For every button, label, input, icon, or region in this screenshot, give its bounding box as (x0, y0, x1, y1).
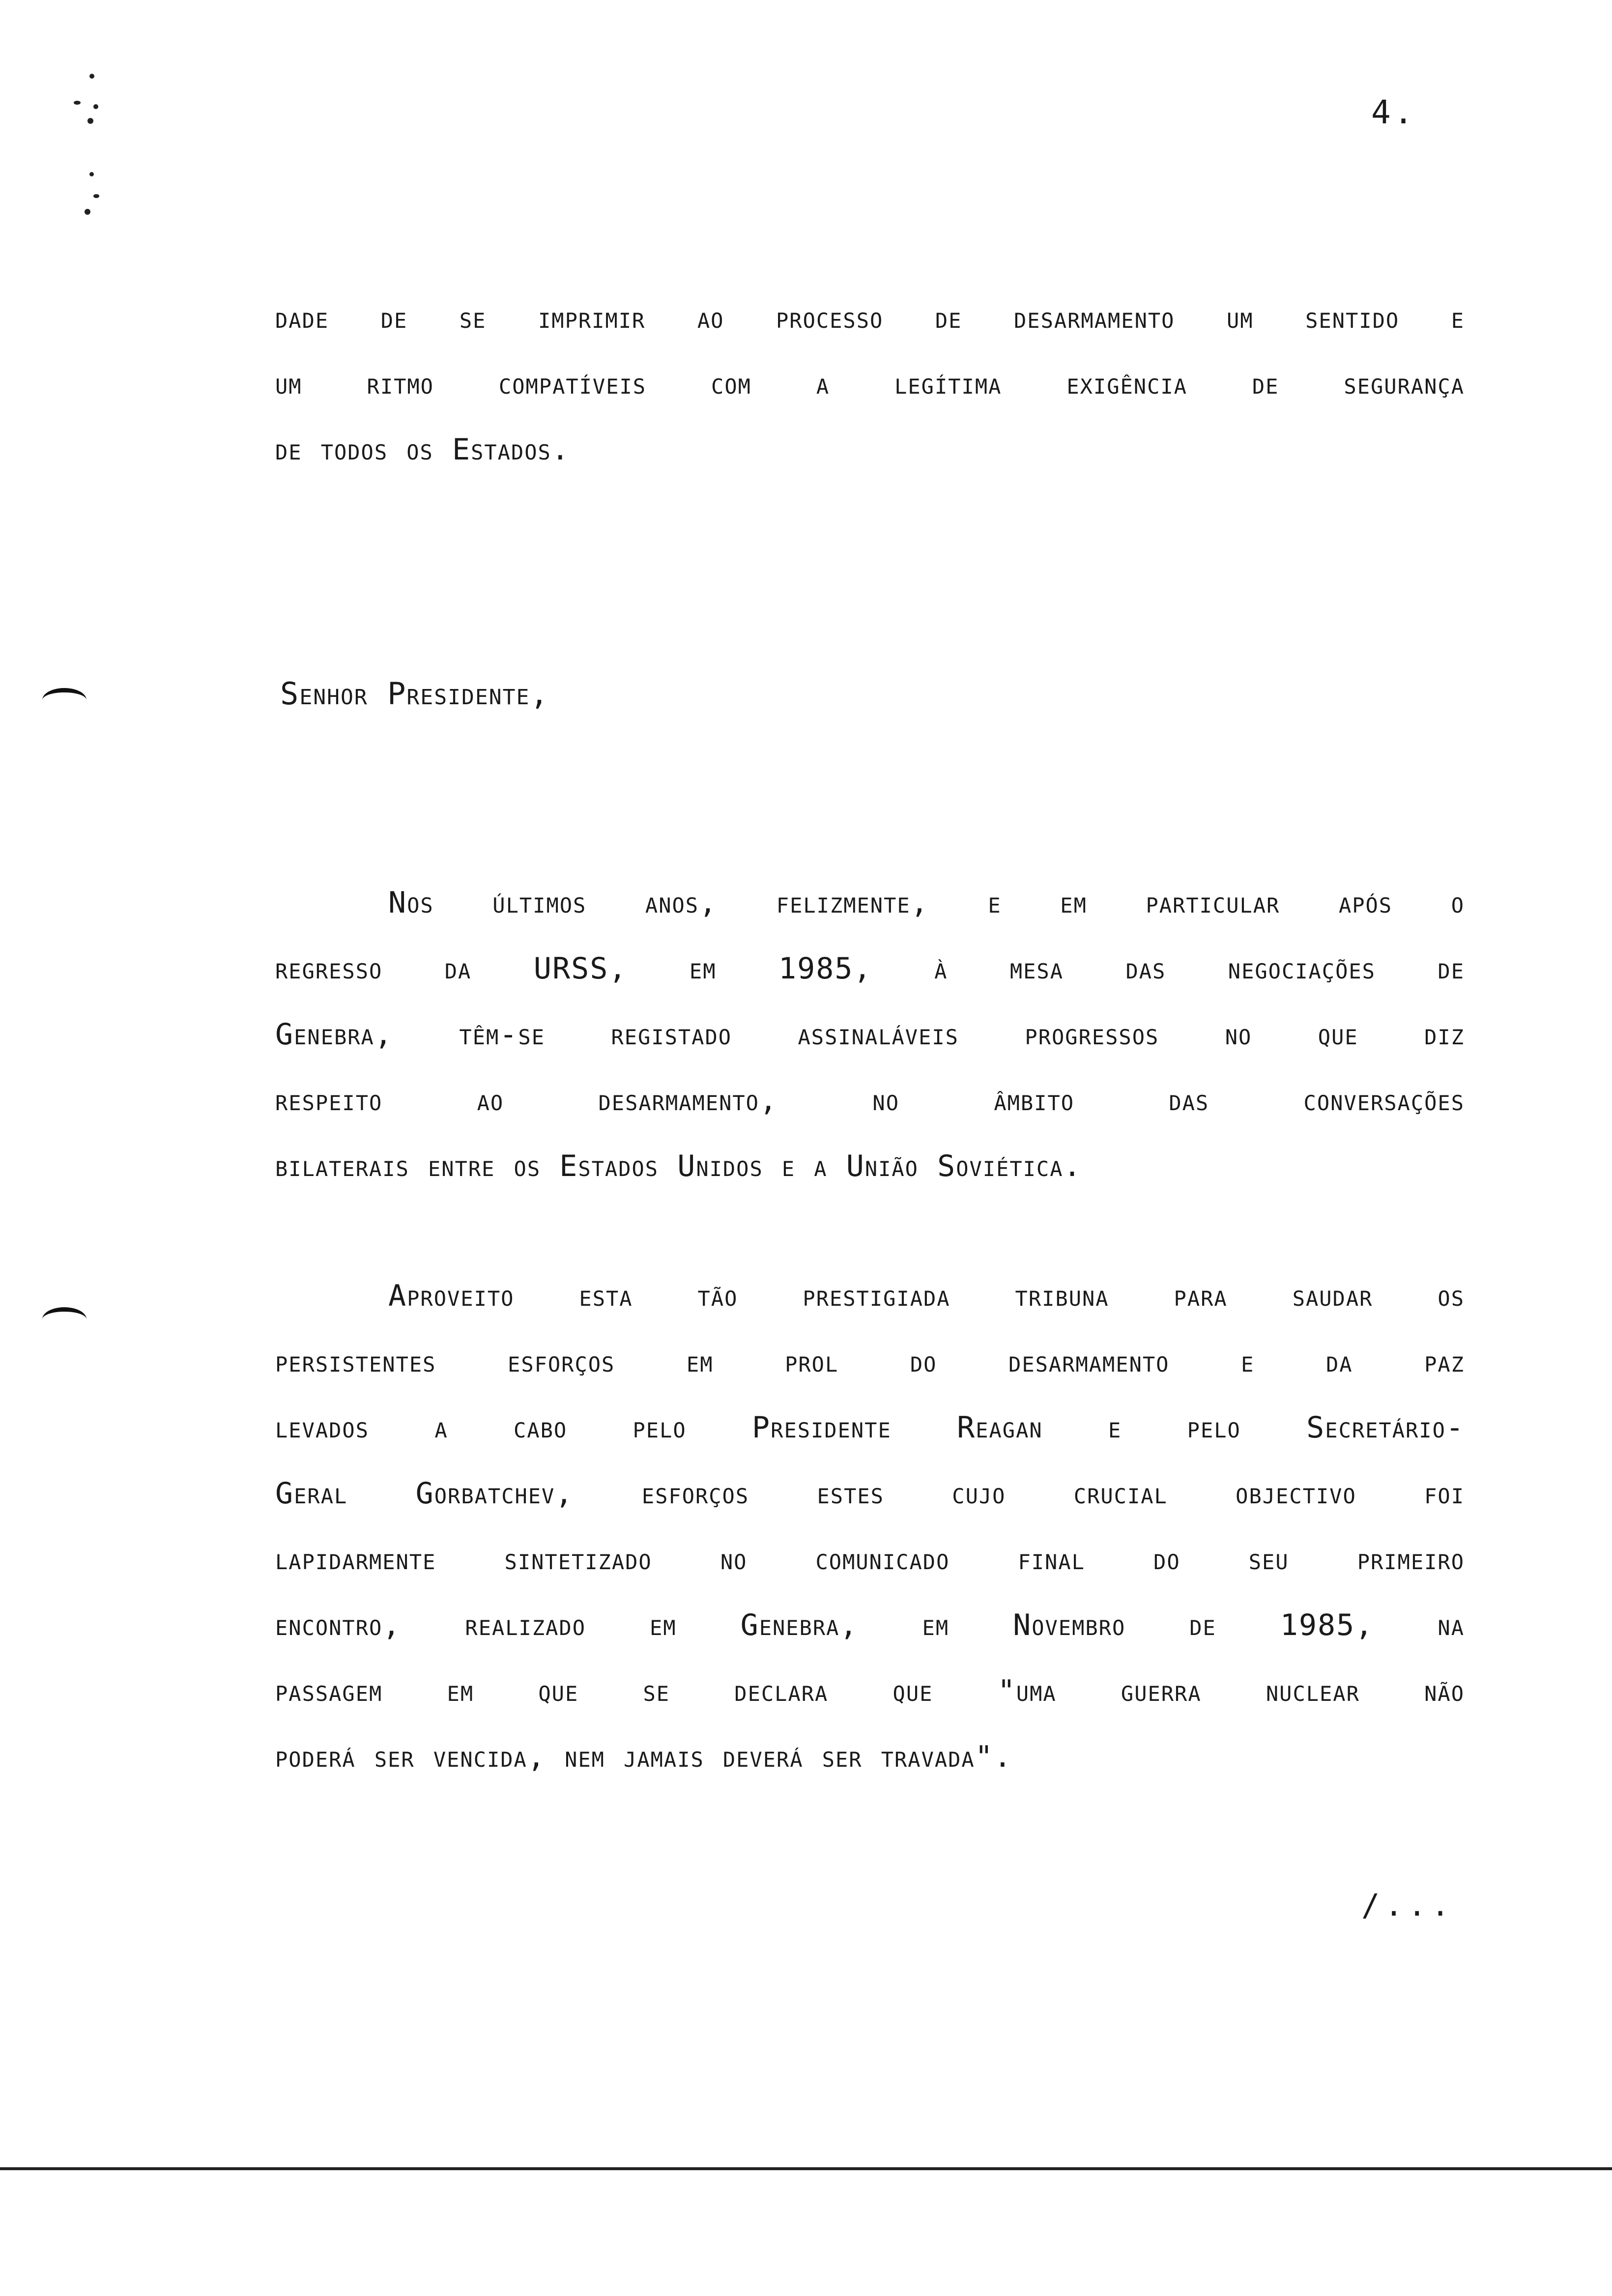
text-line: Aproveito esta tão prestigiada tribuna para saudar os (388, 1279, 1465, 1313)
scan-speck (87, 118, 93, 124)
text-line: levados a cabo pelo Presidente Reagan e pelo Secretário- (275, 1410, 1465, 1445)
text-line: de todos os Estados. (275, 432, 570, 467)
paragraph-2 (275, 870, 1465, 1199)
paragraph-3 (275, 1263, 1465, 1790)
binder-punch-mark (42, 1307, 86, 1331)
text-line: lapidarmente sintetizado no comunicado final do seu primeiro (275, 1542, 1465, 1577)
scan-speck (93, 104, 98, 109)
text-line: um ritmo compatíveis com a legítima exigência de segurança (275, 367, 1465, 401)
scan-speck (74, 101, 81, 105)
text-line: persistentes esforços em prol do desarmamento e da paz (275, 1345, 1465, 1379)
text-line: passagem em que se declara que "uma guerra nuclear não (275, 1674, 1465, 1708)
paragraph-1 (275, 285, 1465, 483)
text-line: respeito ao desarmamento, no âmbito das conversações (275, 1083, 1465, 1118)
text-line: dade de se imprimir ao processo de desarmamento um sentido e (275, 301, 1465, 335)
text-line: encontro, realizado em Genebra, em Novembro de 1985, na (275, 1608, 1465, 1642)
salutation: Senhor Presidente, (280, 676, 549, 712)
scan-speck (85, 209, 90, 215)
text-line: regresso da URSS, em 1985, à mesa das negociações de (275, 951, 1465, 986)
text-line: Geral Gorbatchev, esforços estes cujo crucial objectivo foi (275, 1476, 1465, 1511)
binder-punch-mark (42, 688, 86, 712)
scan-speck (89, 172, 94, 176)
text-line: poderá ser vencida, nem jamais deverá ser travada". (275, 1740, 1012, 1774)
bottom-rule (0, 2167, 1612, 2170)
text-line: bilaterais entre os Estados Unidos e a União Soviética. (275, 1149, 1082, 1183)
text-line: Nos últimos anos, felizmente, e em particular após o (388, 886, 1465, 920)
continuation-mark: /... (1361, 1887, 1455, 1923)
scan-speck (89, 74, 94, 79)
page-number: 4. (1371, 93, 1416, 131)
text-line: Genebra, têm-se registado assinaláveis progressos no que diz (275, 1017, 1465, 1052)
scan-speck (93, 194, 99, 198)
